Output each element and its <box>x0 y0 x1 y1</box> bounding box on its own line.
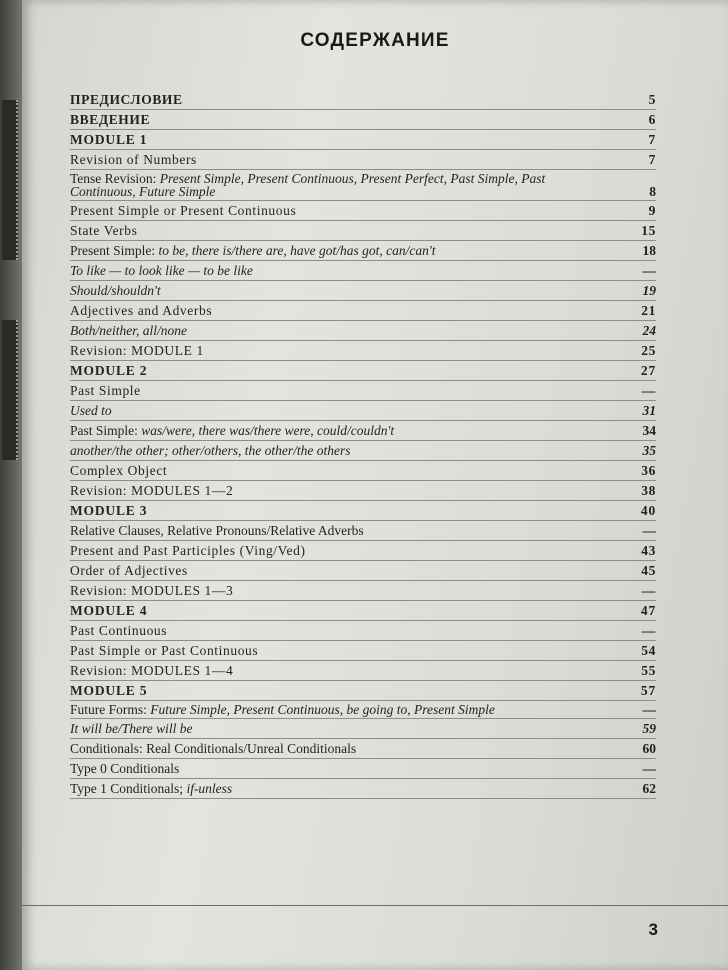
toc-row <box>70 381 656 401</box>
toc-row <box>70 281 656 301</box>
toc-row <box>70 681 656 701</box>
toc-entry-lead: Tense Revision: <box>70 171 160 186</box>
toc-page-number: 9 <box>648 203 656 218</box>
toc-row <box>70 719 656 739</box>
toc-entry-text: Past Simple or Past Continuous <box>70 643 259 658</box>
toc-entry-text: Revision of Numbers <box>70 152 197 167</box>
toc-entry-text: MODULE 4 <box>70 603 148 618</box>
book-page <box>22 0 728 970</box>
toc-page-number: 8 <box>649 184 656 199</box>
toc-page-number: 18 <box>642 243 656 258</box>
toc-page-number: 38 <box>641 483 656 498</box>
toc-entry-text: It will be/There will be <box>70 721 193 736</box>
footer-divider <box>22 905 728 906</box>
toc-entry-text: Both/neither, all/none <box>70 323 187 338</box>
toc-page-number: — <box>641 623 656 638</box>
toc-page-number: 6 <box>648 112 656 127</box>
toc-row <box>70 701 656 719</box>
toc-page-number: 19 <box>642 283 656 298</box>
toc-row <box>70 341 656 361</box>
toc-page-number: — <box>642 702 656 717</box>
toc-page-number: — <box>642 523 656 538</box>
toc-page-number: — <box>641 383 656 398</box>
toc-entry-text: State Verbs <box>70 223 138 238</box>
toc-row <box>70 779 656 799</box>
toc-row <box>70 759 656 779</box>
toc-entry-text <box>70 781 626 796</box>
toc-page-number: 27 <box>640 363 656 378</box>
toc-row <box>70 541 656 561</box>
toc-entry-lead: Present Simple: <box>70 243 159 258</box>
toc-entry-text: Used to <box>70 403 112 418</box>
toc-entry-text: MODULE 5 <box>70 683 148 698</box>
toc-entry-italic: Future Simple, Present Continuous, be going to, Present Simple <box>150 702 495 717</box>
toc-page-number: 7 <box>648 132 656 147</box>
page-number: 3 <box>648 920 658 939</box>
toc-entry-italic: Present Simple, Present Continuous, Present Perfect, Past Simple, Past Continuous, Future Simple <box>70 171 546 199</box>
toc-row <box>70 561 656 581</box>
toc-page-number: 7 <box>648 152 656 167</box>
toc-entry-text: Conditionals: Real Conditionals/Unreal Conditionals <box>70 741 357 756</box>
toc-entry-text: ВВЕДЕНИЕ <box>70 112 151 127</box>
page-title: СОДЕРЖАНИЕ <box>300 30 450 51</box>
toc-row <box>70 90 656 110</box>
toc-page-number: — <box>642 263 656 278</box>
toc-entry-text: Should/shouldn't <box>70 283 161 298</box>
toc-entry-text: Past Continuous <box>70 623 168 638</box>
toc-entry-text: Revision: MODULES 1—3 <box>70 583 234 598</box>
toc-page-number: 54 <box>641 643 656 658</box>
toc-page-number: 36 <box>641 463 656 478</box>
toc-entry-lead: Past Simple: <box>70 423 142 438</box>
toc-entry-text: Present and Past Participles (Ving/Ved) <box>70 543 306 558</box>
toc-page-number: 55 <box>641 663 656 678</box>
toc-page-number: 34 <box>642 423 656 438</box>
table-of-contents <box>70 90 656 799</box>
toc-entry-italic: if-unless <box>186 781 233 796</box>
toc-page-number: — <box>642 761 656 776</box>
toc-row <box>70 521 656 541</box>
toc-row <box>70 501 656 521</box>
toc-page-number: 24 <box>642 323 656 338</box>
toc-entry-text <box>70 423 626 438</box>
toc-row <box>70 581 656 601</box>
toc-page-number: 15 <box>641 223 656 238</box>
toc-page-number: 35 <box>642 443 656 458</box>
toc-entry-text: Past Simple <box>70 383 141 398</box>
toc-page-number: 21 <box>641 303 656 318</box>
toc-page-number: 25 <box>641 343 656 358</box>
toc-entry-text: Present Simple or Present Continuous <box>70 203 297 218</box>
toc-entry-text: Adjectives and Adverbs <box>70 303 213 318</box>
toc-row <box>70 661 656 681</box>
toc-page-number: 31 <box>642 403 656 418</box>
toc-row <box>70 601 656 621</box>
toc-row <box>70 201 656 221</box>
toc-entry-text: MODULE 2 <box>70 363 148 378</box>
toc-row <box>70 401 656 421</box>
toc-row <box>70 481 656 501</box>
toc-page-number: 45 <box>641 563 656 578</box>
toc-entry-text: Order of Adjectives <box>70 563 188 578</box>
toc-entry-text: Revision: MODULES 1—2 <box>70 483 234 498</box>
toc-entry-text: ПРЕДИСЛОВИЕ <box>70 92 183 107</box>
toc-entry-text: MODULE 1 <box>70 132 148 147</box>
toc-entry-text: Complex Object <box>70 463 168 478</box>
toc-page-number: — <box>641 583 656 598</box>
toc-page-number: 62 <box>642 781 656 796</box>
toc-entry-text: To like — to look like — to be like <box>70 263 253 278</box>
toc-row <box>70 621 656 641</box>
toc-page-number: 43 <box>641 543 656 558</box>
toc-entry-text <box>70 172 626 198</box>
toc-entry-text <box>70 703 626 716</box>
toc-row <box>70 241 656 261</box>
toc-row <box>70 461 656 481</box>
toc-entry-text: MODULE 3 <box>70 503 148 518</box>
toc-row <box>70 301 656 321</box>
toc-row <box>70 261 656 281</box>
toc-page-number: 60 <box>642 741 656 756</box>
toc-entry-text <box>70 243 626 258</box>
toc-page-number: 47 <box>640 603 656 618</box>
toc-row <box>70 110 656 130</box>
toc-row <box>70 321 656 341</box>
adjacent-page-strip <box>2 320 18 460</box>
toc-row <box>70 221 656 241</box>
toc-row <box>70 150 656 170</box>
toc-page-number: 40 <box>640 503 656 518</box>
toc-row <box>70 739 656 759</box>
toc-entry-text: another/the other; other/others, the other/the others <box>70 443 351 458</box>
toc-entry-text: Revision: MODULE 1 <box>70 343 204 358</box>
toc-entry-text: Revision: MODULES 1—4 <box>70 663 234 678</box>
toc-page-number: 5 <box>648 92 656 107</box>
adjacent-page-strip <box>2 100 18 260</box>
toc-entry-italic: to be, there is/there are, have got/has got, can/can't <box>158 243 436 258</box>
toc-row <box>70 130 656 150</box>
toc-row <box>70 641 656 661</box>
toc-row <box>70 421 656 441</box>
toc-row <box>70 170 656 201</box>
toc-page-number: 59 <box>642 721 656 736</box>
toc-entry-text: Relative Clauses, Relative Pronouns/Relative Adverbs <box>70 523 364 538</box>
toc-row <box>70 361 656 381</box>
toc-entry-lead: Type 1 Conditionals; <box>70 781 187 796</box>
toc-page-number: 57 <box>640 683 656 698</box>
toc-entry-lead: Future Forms: <box>70 702 151 717</box>
toc-entry-text: Type 0 Conditionals <box>70 761 180 776</box>
toc-entry-italic: was/were, there was/there were, could/couldn't <box>141 423 395 438</box>
toc-row <box>70 441 656 461</box>
